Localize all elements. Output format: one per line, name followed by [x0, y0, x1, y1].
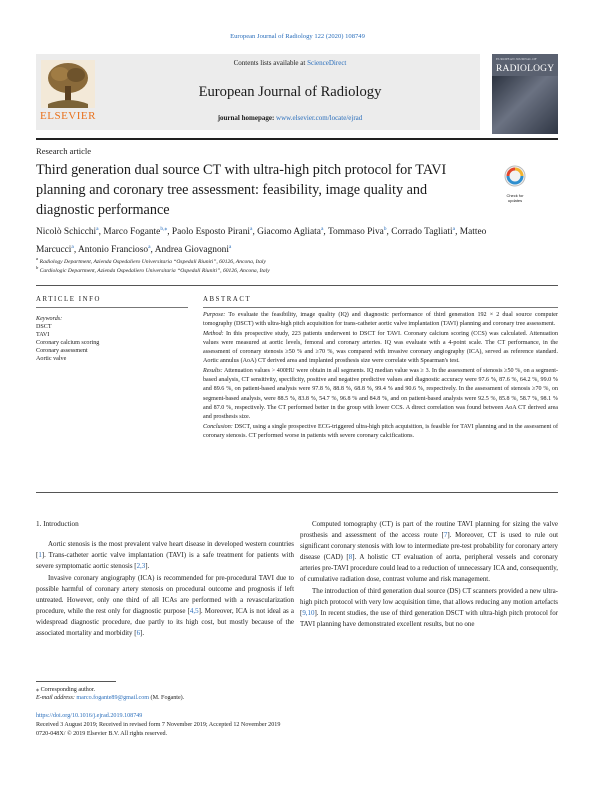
- received-dates: Received 3 August 2019; Received in revised form 7 November 2019; Accepted 12 November 2019: [36, 722, 281, 728]
- author-name[interactable]: Tommaso Piva$^b$: [327, 226, 387, 238]
- author-name[interactable]: Giacomo Agliata$^a$: [257, 226, 324, 238]
- article-title: Third generation dual source CT with ultra-high pitch protocol for TAVI planning and coronary tree assessment: feasibility, image quality and diagnostic performance: [36, 162, 447, 218]
- footnote-rule: [36, 681, 116, 682]
- author-affiliation-marker[interactable]: a: [228, 244, 232, 251]
- contents-prefix: Contents lists available at: [233, 59, 308, 67]
- abstract-rule: [203, 307, 558, 308]
- author-list: Nicolò Schicchi$^a$, Marco Fogante$^{b,⁎}$, Paolo Esposto Pirani$^a$, Giacomo Agliata$^a$, Tommaso Piva$^b$, Corrado Tagliati$^a$, Matteo Marcucci$^a$, Antonio Francioso$^a$, Andrea Giovagnoni$^a$: [36, 226, 487, 256]
- citation-link[interactable]: 2,3: [136, 562, 146, 570]
- header-rule: [36, 285, 558, 286]
- check-for-updates-badge[interactable]: [502, 164, 528, 203]
- homepage-prefix: journal homepage:: [217, 114, 277, 122]
- keyword: Aortic valve: [36, 356, 67, 362]
- affiliation-a: [36, 256, 506, 265]
- purpose-label: Purpose:: [203, 312, 226, 318]
- author-name[interactable]: Paolo Esposto Pirani$^a$: [171, 226, 253, 238]
- citation-link[interactable]: 8: [348, 553, 353, 561]
- email-label: E-mail address:: [36, 695, 77, 701]
- conclusion-text: DSCT, using a single prospective ECG-triggered ultra-high pitch acquisition, is feasible for TAVI planning and in the assessment of coronary stenosis. CT performed worse in patients with severe coronary calcifications.: [203, 423, 558, 439]
- contents-line: [100, 59, 480, 67]
- email-suffix: (M. Fogante).: [149, 695, 185, 701]
- article-info-rule: [36, 307, 188, 308]
- author-affiliation-marker[interactable]: a: [96, 226, 99, 232]
- author-name[interactable]: Marco Fogante$^{b,⁎}$: [103, 226, 168, 238]
- doi-link[interactable]: https://doi.org/10.1016/j.ejrad.2019.108749: [36, 713, 143, 719]
- author-affiliation-marker[interactable]: a: [452, 226, 456, 232]
- body-column-right: [300, 519, 558, 631]
- method-label: Method:: [203, 330, 224, 337]
- body-paragraph: Invasive coronary angiography (ICA) is recommended for pre-procedural TAVI due to possible harmful of coronary artery stenosis on procedural outcome and prognosis if left untreated. However, only one third of all ICAs are performed with a revascularization procedure, while the rest only for diagnostic purpose [4,5]. Moreover, ICA is not ideal as a widespread diagnostic procedure, due partly to its high cost, but mostly because of the associated mortality and morbidity [6].: [36, 574, 294, 637]
- journal-title: European Journal of Radiology: [198, 84, 382, 100]
- results-label: Results:: [203, 367, 223, 374]
- author-name[interactable]: Matteo Marcucci$^a$: [36, 227, 487, 256]
- elsevier-logo: [38, 58, 98, 124]
- body-column-left: [36, 539, 294, 640]
- copyright-line: 0720-048X/ © 2019 Elsevier B.V. All rights reserved.: [36, 731, 168, 737]
- cover-subtitle: EUROPEAN JOURNAL OF: [496, 57, 537, 61]
- abstract-results: [203, 367, 558, 423]
- body-paragraph: Computed tomography (CT) is part of the routine TAVI planning for sizing the valve prosthesis and assessment of the access route [7]. Moreover, CT is used to rule out significant coronary stenosis with low to intermediate pre-test probability for coronary artery disease (CAD) [8]. A holistic CT evaluation of aorta, peripheral vessels and coronary arteries pre-TAVI procedure could lead to a reduction of unnecessary ICA and, consequently, of cumulative radiation dose, contrast volume and risk management.: [300, 520, 558, 583]
- keyword: DSCT: [36, 324, 52, 330]
- affiliation-a-marker: a: [36, 256, 39, 261]
- keywords-heading: Keywords:: [36, 316, 63, 322]
- check-for-updates-label: Check for updates: [506, 193, 524, 203]
- author-name[interactable]: Nicolò Schicchi$^a$: [36, 226, 99, 238]
- corresponding-email-line: [36, 695, 184, 701]
- homepage-link[interactable]: www.elsevier.com/locate/ejrad: [276, 114, 363, 122]
- purpose-text: To evaluate the feasibility, image quality (IQ) and diagnostic performance of third generation 192 × 2 dual source computer tomography (DSCT) with ultra-high pitch acquisition for trans-catheter aortic valve implantation (TAVI) planning and coronary tree assessment.: [203, 312, 558, 328]
- corresponding-author-note: ⁎ Corresponding author.: [36, 687, 96, 693]
- body-paragraph: The introduction of third generation dual source (DS) CT scanners provided a new ultra-high pitch protocol with very low acquisition time, that allows reducing any motion artefacts [9,10]. In recent studies, the use of third generation DSCT with ultra-high pitch protocol for TAVI planning have demonstrated excellent results, but no one: [300, 587, 558, 628]
- section-heading-introduction: 1. Introduction: [36, 520, 79, 528]
- conclusion-label: Conclusion:: [203, 423, 233, 430]
- article-type: Research article: [36, 146, 92, 156]
- citation-link[interactable]: 6: [136, 629, 141, 637]
- article-info-heading: ARTICLE INFO: [36, 296, 102, 303]
- results-text: Attenuation values > 400HU were obtain in all segments. IQ median value was ≥ 3. In the assessment of stenosis ≥50 %, on a segment-based analysis, CT sensitivity, specificity, positive and negative predictive values and diagnostic accuracy were 97.6 %, 87.6 %, 64.2 %, 99.0 % and 89.6 %, on patient-based analysis were 97.8 %, 88.8 %, 68.8 %, 99.4 % and 90.6 %, respectively. In the assessment of stenosis ≥70 %, on segment-based analysis, were 88.5 %, 83.8 %, 54.7 %, 96.8 % and 84.8 %, and on patient-based analysis were 92.5 %, 85.8 %, 58.7 %, 98.1 % and 87.0 %, respectively. The CT performed better in the group with lower CCS. A direct correlation was found between AoA CT derived area and prosthesis size.: [203, 367, 558, 421]
- cover-title: RADIOLOGY: [496, 64, 555, 74]
- author-affiliation-marker[interactable]: b: [383, 226, 387, 232]
- running-header[interactable]: European Journal of Radiology 122 (2020) 108749: [230, 33, 365, 40]
- abstract-heading: ABSTRACT: [203, 296, 252, 303]
- body-paragraph: Aortic stenosis is the most prevalent valve heart disease in developed western countries [1]. Trans-catheter aortic valve implantation (TAVI) is a safe treatment for patients with severe symptomatic aortic stenosis [2,3].: [36, 540, 294, 570]
- journal-cover-thumbnail[interactable]: [492, 54, 558, 134]
- author-affiliation-marker[interactable]: a: [71, 244, 74, 251]
- abstract-body: [203, 311, 558, 441]
- check-for-updates-icon: [502, 164, 528, 188]
- citation-link[interactable]: 1: [38, 551, 42, 559]
- author-affiliation-marker[interactable]: a: [320, 226, 324, 232]
- affiliation-b-marker: b: [36, 265, 39, 270]
- affiliation-b-text: Cardiologic Department, Azienda Ospedaliero Universitaria “Ospedali Riuniti”, 60126, Ancona, Italy: [39, 267, 270, 274]
- journal-homepage: [100, 114, 480, 122]
- affiliation-b: [36, 265, 506, 274]
- keyword: Coronary calcium scoring: [36, 340, 100, 346]
- abstract-conclusion: [203, 423, 558, 442]
- author-affiliation-marker[interactable]: b,⁎: [160, 226, 168, 232]
- publisher-wordmark: ELSEVIER: [40, 110, 96, 122]
- author-name[interactable]: Andrea Giovagnoni$^a$: [154, 244, 232, 256]
- author-affiliation-marker[interactable]: a: [250, 226, 253, 232]
- abstract-method: [203, 330, 558, 367]
- citation-link[interactable]: 4,5: [189, 607, 199, 615]
- email-link[interactable]: marco.fogante89@gmail.com: [76, 695, 150, 701]
- author-name[interactable]: Corrado Tagliati$^a$: [391, 226, 456, 238]
- citation-link[interactable]: 7: [443, 531, 448, 539]
- keyword: TAVI: [36, 332, 50, 338]
- abstract-purpose: [203, 311, 558, 330]
- citation-link[interactable]: 9,10: [302, 609, 315, 617]
- author-affiliation-marker[interactable]: a: [148, 244, 151, 251]
- sciencedirect-link[interactable]: ScienceDirect: [307, 59, 347, 67]
- masthead-rule: [36, 138, 558, 140]
- author-name[interactable]: Antonio Francioso$^a$: [78, 244, 151, 256]
- method-text: In this prospective study, 223 patients underwent to DSCT for TAVI. Coronary calcium scoring (CCS) was calculated. Attenuation values were measured at aortic levels, femoral and coronary arteries. IQ was evaluate with a 4-point scale. The CT performance, in the assessment of coronary stenosis ≥50 % and ≥70 %, was compared with invasive coronary angiography (ICA), served as reference standard. Aortic annulus (AoA) CT derived area and implanted prosthesis size were correlate with Spearman's test.: [203, 330, 558, 365]
- keyword: Coronary assessment: [36, 348, 88, 354]
- cover-image: [492, 76, 558, 134]
- affiliation-a-text: Radiology Department, Azienda Ospedaliero Universitaria “Ospedali Riuniti”, 60126, Ancona, Italy: [39, 258, 266, 265]
- abstract-end-rule: [36, 492, 558, 493]
